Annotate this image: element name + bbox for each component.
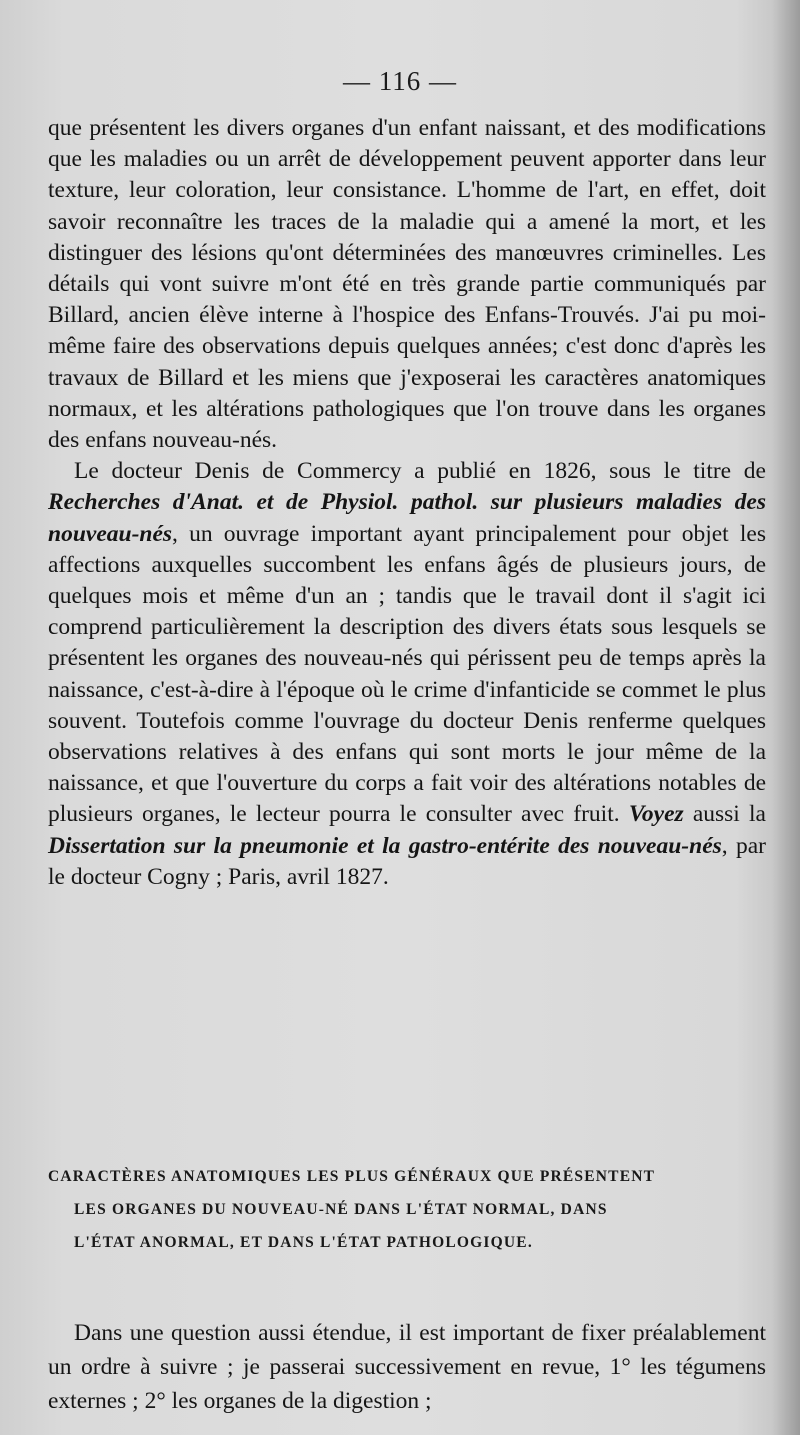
section-heading-line-2: LES ORGANES DU NOUVEAU-NÉ DANS L'ÉTAT NORMAL, DANS [74,1201,608,1218]
paragraph-2 [48,456,766,893]
paragraph-1: que présentent les divers organes d'un enfant naissant, et des modifications que les maladies ou un arrêt de développement peuvent apporter dans leur texture, leur coloration, leur consistance. L'homme de l'art, en effet, doit savoir reconnaître les traces de la maladie qui a amené la mort, et les distinguer des lésions qu'ont déterminées des manœuvres criminelles. Les détails qui vont suivre m'ont été en très grande partie communiqués par Billard, ancien élève interne à l'hospice des Enfans-Trouvés. J'ai pu moi-même faire des observations depuis quelques années; c'est donc d'après les travaux de Billard et les miens que j'exposerai les caractères anatomiques normaux, et les altérations pathologiques que l'on trouve dans les organes des enfans nouveau-nés. [48,115,766,454]
paragraph-2-text-c: , un ouvrage important ayant principalement pour objet les affections auxquelles succombent les enfans âgés de plusieurs jours, de quelques mois et même d'un an ; tandis que le travail dont il s'agit ici comprend particulièrement la description des divers états sous lesquels se présentent les organes des nouveau-nés qui périssent peu de temps après la naissance, c'est-à-dire à l'époque où le crime d'infanticide se commet le plus souvent. Toutefois comme l'ouvrage du docteur Denis renferme quelques observations relatives à des enfans qui sont morts le jour même de la naissance, et que l'ouverture du corps a fait voir des altérations notables de plusieurs organes, le lecteur pourra le consulter avec fruit. [48,520,766,828]
section-heading [48,1160,766,1259]
section-heading-line-1: CARACTÈRES ANATOMIQUES LES PLUS GÉNÉRAUX QUE PRÉSENTENT [48,1168,656,1185]
page-number: — 116 — [343,66,457,96]
paragraph-2-title-dissertation: Dissertation sur la pneumonie et la gastro-entérite des nouveau-nés [48,832,722,859]
paragraph-3: Dans une question aussi étendue, il est important de fixer préalablement un ordre à suivre ; je passerai successivement en revue, 1° les tégumens externes ; 2° les organes de la digestion ; [48,1319,766,1414]
paragraph-2-text-g: , par le docteur Cogny ; Paris, avril 1827. [48,832,766,890]
paragraph-2-text-e: aussi la [683,801,766,828]
paragraph-2-voyez: Voyez [628,801,684,828]
paragraph-2-title-recherches: Recherches d'Anat. et de Physiol. pathol. sur plusieurs maladies des nouveau-nés [48,489,766,547]
section-heading-line-3: L'ÉTAT ANORMAL, ET DANS L'ÉTAT PATHOLOGIQUE. [74,1234,533,1251]
body-text [48,113,766,893]
paragraph-2-text-a: Le docteur Denis de Commercy a publié en 1826, sous le titre de [74,458,766,485]
